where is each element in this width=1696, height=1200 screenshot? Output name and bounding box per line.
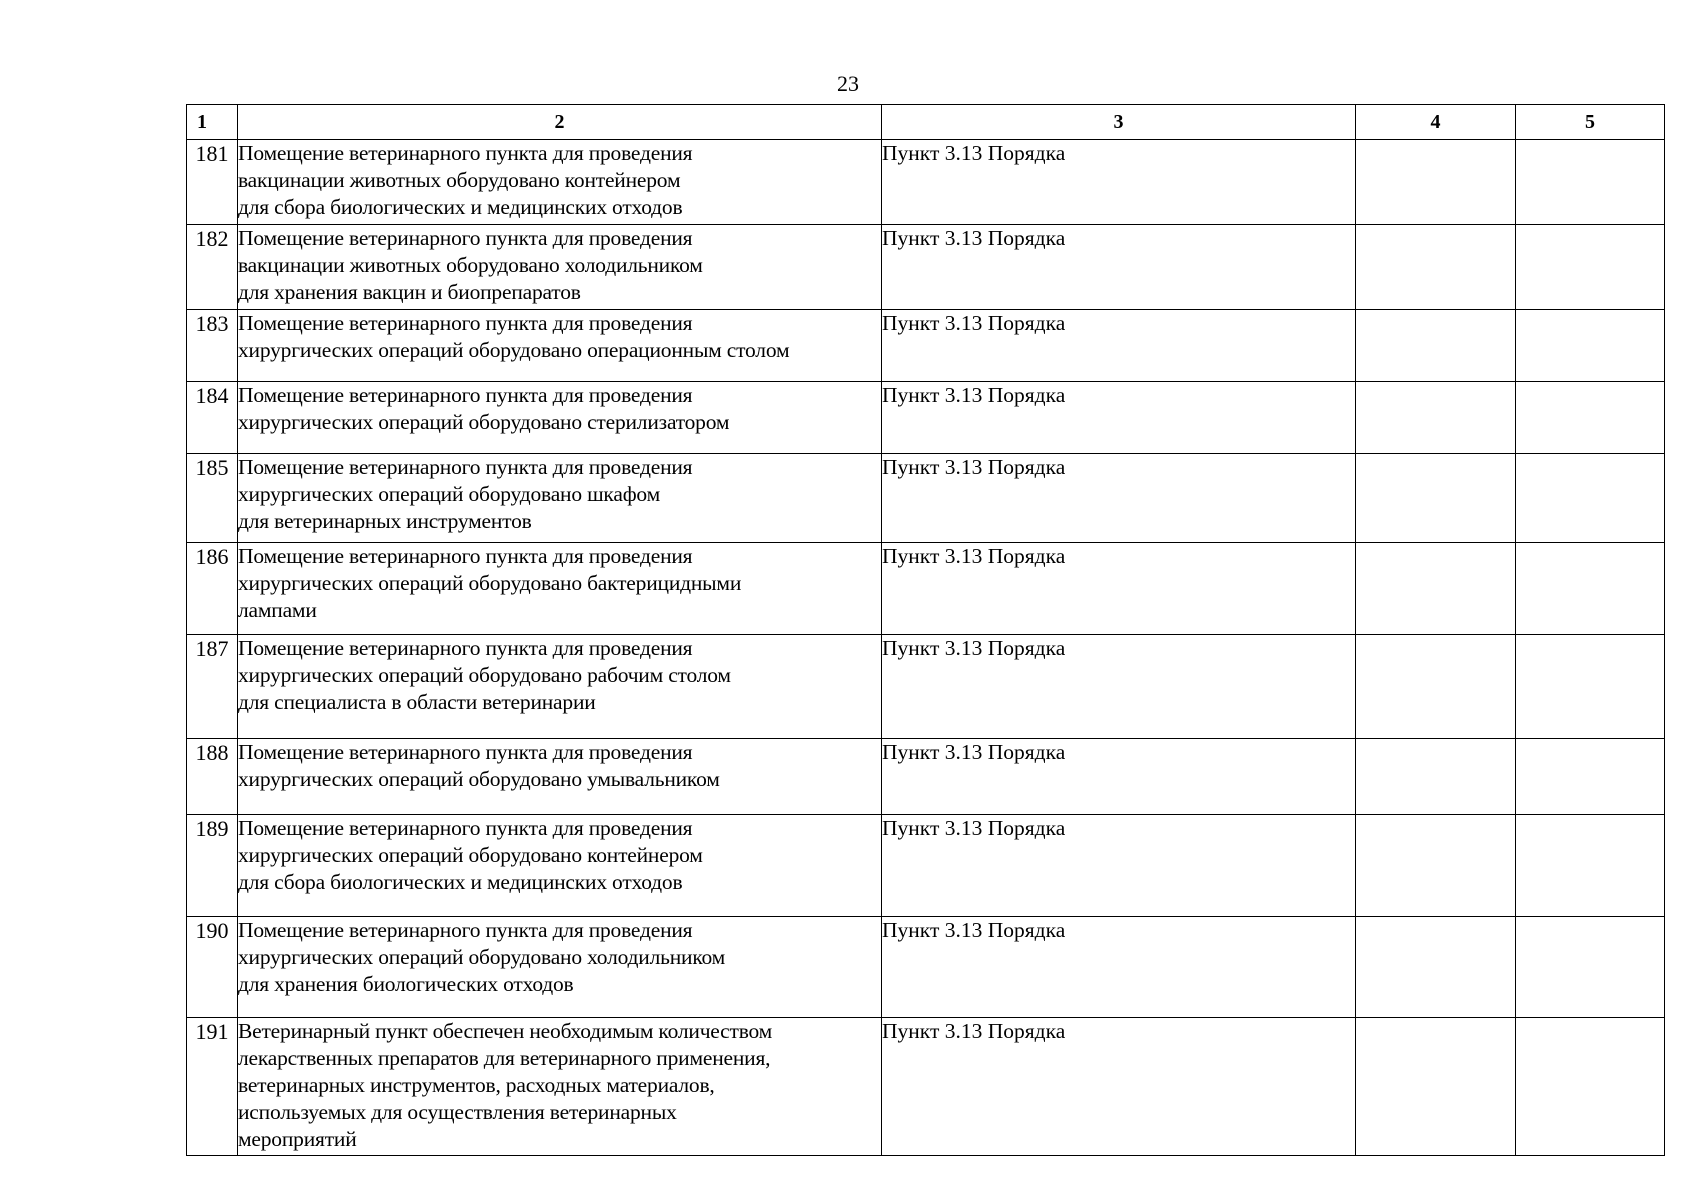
- legal-reference: Пункт 3.13 Порядка: [882, 739, 1356, 815]
- requirement-line: для специалиста в области ветеринарии: [238, 690, 596, 714]
- table-row: [187, 917, 1665, 1018]
- column-4-cell: [1356, 543, 1516, 635]
- requirement-line: Помещение ветеринарного пункта для проведения: [238, 740, 693, 764]
- column-5-cell: [1516, 225, 1665, 310]
- requirement-line: Помещение ветеринарного пункта для проведения: [238, 311, 693, 335]
- row-number: 181: [187, 140, 238, 225]
- column-4-cell: [1356, 635, 1516, 739]
- requirement-text: [238, 140, 882, 225]
- legal-reference: Пункт 3.13 Порядка: [882, 140, 1356, 225]
- legal-reference: Пункт 3.13 Порядка: [882, 1018, 1356, 1156]
- legal-reference: Пункт 3.13 Порядка: [882, 225, 1356, 310]
- requirement-text: [238, 454, 882, 543]
- table-row: [187, 454, 1665, 543]
- requirement-line: хирургических операций оборудовано операционным столом: [238, 338, 790, 362]
- column-header-1: 1: [187, 105, 238, 140]
- requirement-text: [238, 739, 882, 815]
- column-5-cell: [1516, 454, 1665, 543]
- requirement-line: для сбора биологических и медицинских отходов: [238, 195, 683, 219]
- table-row: [187, 140, 1665, 225]
- requirement-line: хирургических операций оборудовано контейнером: [238, 843, 703, 867]
- column-4-cell: [1356, 382, 1516, 454]
- requirement-line: Помещение ветеринарного пункта для проведения: [238, 544, 693, 568]
- requirement-line: лекарственных препаратов для ветеринарного применения,: [238, 1046, 771, 1070]
- column-header-2: 2: [238, 105, 882, 140]
- requirement-text: [238, 225, 882, 310]
- requirement-text: [238, 310, 882, 382]
- column-4-cell: [1356, 454, 1516, 543]
- column-4-cell: [1356, 739, 1516, 815]
- table-row: [187, 1018, 1665, 1156]
- requirement-line: лампами: [238, 598, 317, 622]
- row-number: 187: [187, 635, 238, 739]
- requirement-line: вакцинации животных оборудовано холодильником: [238, 253, 703, 277]
- requirement-line: Помещение ветеринарного пункта для проведения: [238, 383, 693, 407]
- table-row: [187, 739, 1665, 815]
- row-number: 183: [187, 310, 238, 382]
- column-5-cell: [1516, 382, 1665, 454]
- requirement-line: хирургических операций оборудовано шкафом: [238, 482, 660, 506]
- column-5-cell: [1516, 815, 1665, 917]
- column-4-cell: [1356, 815, 1516, 917]
- column-header-3: 3: [882, 105, 1356, 140]
- requirement-line: хирургических операций оборудовано рабочим столом: [238, 663, 731, 687]
- requirement-line: ветеринарных инструментов, расходных материалов,: [238, 1073, 715, 1097]
- requirement-line: мероприятий: [238, 1127, 357, 1151]
- table-row: [187, 815, 1665, 917]
- requirement-line: Помещение ветеринарного пункта для проведения: [238, 141, 693, 165]
- table-row: [187, 635, 1665, 739]
- requirement-line: хирургических операций оборудовано холодильником: [238, 945, 726, 969]
- requirement-line: хирургических операций оборудовано бактерицидными: [238, 571, 742, 595]
- requirement-line: Ветеринарный пункт обеспечен необходимым количеством: [238, 1019, 773, 1043]
- column-4-cell: [1356, 140, 1516, 225]
- legal-reference: Пункт 3.13 Порядка: [882, 815, 1356, 917]
- requirement-line: для хранения биологических отходов: [238, 972, 574, 996]
- legal-reference: Пункт 3.13 Порядка: [882, 635, 1356, 739]
- requirement-line: Помещение ветеринарного пункта для проведения: [238, 455, 693, 479]
- requirement-text: [238, 382, 882, 454]
- column-4-cell: [1356, 225, 1516, 310]
- column-header-4: 4: [1356, 105, 1516, 140]
- table-row: [187, 543, 1665, 635]
- legal-reference: Пункт 3.13 Порядка: [882, 917, 1356, 1018]
- legal-reference: Пункт 3.13 Порядка: [882, 454, 1356, 543]
- requirement-text: [238, 1018, 882, 1156]
- column-5-cell: [1516, 310, 1665, 382]
- page-number: 23: [837, 71, 859, 96]
- requirement-line: Помещение ветеринарного пункта для проведения: [238, 816, 693, 840]
- row-number: 186: [187, 543, 238, 635]
- table-row: [187, 310, 1665, 382]
- requirement-text: [238, 543, 882, 635]
- row-number: 185: [187, 454, 238, 543]
- row-number: 189: [187, 815, 238, 917]
- column-4-cell: [1356, 1018, 1516, 1156]
- legal-reference: Пункт 3.13 Порядка: [882, 382, 1356, 454]
- requirement-line: для ветеринарных инструментов: [238, 509, 532, 533]
- column-header-5: 5: [1516, 105, 1665, 140]
- requirement-line: для сбора биологических и медицинских отходов: [238, 870, 683, 894]
- requirement-text: [238, 917, 882, 1018]
- column-5-cell: [1516, 917, 1665, 1018]
- requirement-line: для хранения вакцин и биопрепаратов: [238, 280, 581, 304]
- row-number: 190: [187, 917, 238, 1018]
- table-row: [187, 225, 1665, 310]
- row-number: 182: [187, 225, 238, 310]
- requirement-line: Помещение ветеринарного пункта для проведения: [238, 226, 693, 250]
- requirement-line: вакцинации животных оборудовано контейнером: [238, 168, 681, 192]
- checklist-table: [186, 104, 1665, 1156]
- row-number: 188: [187, 739, 238, 815]
- requirement-line: используемых для осуществления ветеринарных: [238, 1100, 677, 1124]
- requirement-text: [238, 815, 882, 917]
- requirement-line: хирургических операций оборудовано умывальником: [238, 767, 720, 791]
- column-5-cell: [1516, 739, 1665, 815]
- column-5-cell: [1516, 140, 1665, 225]
- requirement-line: хирургических операций оборудовано стерилизатором: [238, 410, 730, 434]
- requirement-line: Помещение ветеринарного пункта для проведения: [238, 918, 693, 942]
- column-5-cell: [1516, 635, 1665, 739]
- column-4-cell: [1356, 917, 1516, 1018]
- legal-reference: Пункт 3.13 Порядка: [882, 310, 1356, 382]
- column-5-cell: [1516, 1018, 1665, 1156]
- requirement-text: [238, 635, 882, 739]
- column-4-cell: [1356, 310, 1516, 382]
- table-row: [187, 382, 1665, 454]
- table-header-row: [187, 105, 1665, 140]
- legal-reference: Пункт 3.13 Порядка: [882, 543, 1356, 635]
- row-number: 184: [187, 382, 238, 454]
- row-number: 191: [187, 1018, 238, 1156]
- column-5-cell: [1516, 543, 1665, 635]
- requirement-line: Помещение ветеринарного пункта для проведения: [238, 636, 693, 660]
